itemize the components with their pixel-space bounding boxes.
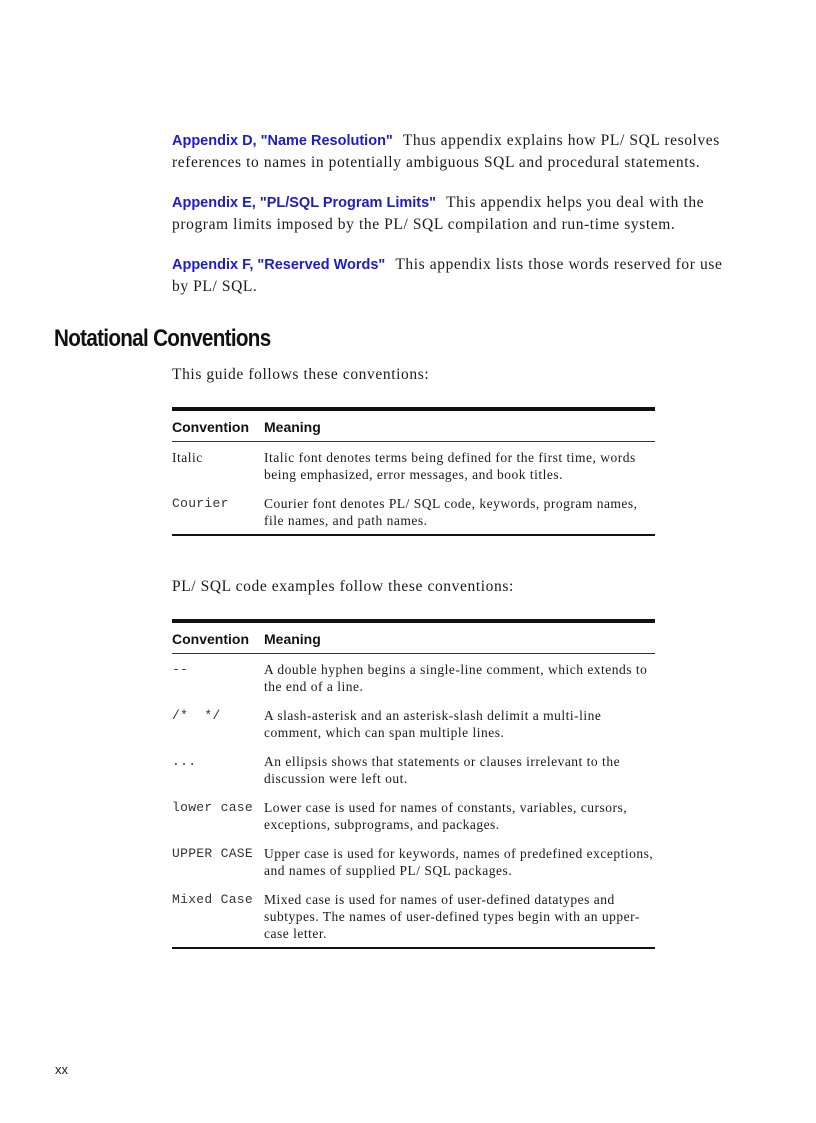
table-header-row <box>172 621 655 654</box>
convention-cell: Mixed Case <box>172 892 254 907</box>
meaning-cell: A slash-asterisk and an asterisk-slash delimit a multi-line comment, which can span multiple lines. <box>264 708 602 740</box>
appendix-d-link[interactable]: Appendix D, "Name Resolution" <box>172 133 393 149</box>
header-convention: Convention <box>172 631 249 647</box>
header-meaning: Meaning <box>264 419 321 435</box>
intro-text-code: PL/ SQL code examples follow these conventions: <box>172 578 514 595</box>
page-number: xx <box>55 1062 68 1077</box>
conventions-table <box>172 407 655 536</box>
meaning-cell: Upper case is used for keywords, names of predefined exceptions, and names of supplied PL/ SQL packages. <box>264 846 654 878</box>
appendix-e-description: This appendix helps you deal with the program limits imposed by the PL/ SQL compilation and run-time system. <box>172 194 705 233</box>
convention-cell: UPPER CASE <box>172 846 254 861</box>
appendix-e-paragraph <box>172 192 728 235</box>
meaning-cell: A double hyphen begins a single-line comment, which extends to the end of a line. <box>264 662 648 694</box>
convention-cell: -- <box>172 662 189 677</box>
table-row <box>172 838 655 884</box>
intro-text: This guide follows these conventions: <box>172 366 430 383</box>
table-row <box>172 700 655 746</box>
meaning-cell: Courier font denotes PL/ SQL code, keywords, program names, file names, and path names. <box>264 496 638 528</box>
table-row <box>172 792 655 838</box>
table-row <box>172 654 655 701</box>
appendix-e-link[interactable]: Appendix E, "PL/SQL Program Limits" <box>172 195 437 211</box>
convention-cell: Courier <box>172 496 229 511</box>
appendix-d-description: Thus appendix explains how PL/ SQL resolves references to names in potentially ambiguous SQL and procedural statements. <box>172 132 720 171</box>
section-title: Notational Conventions <box>54 325 271 352</box>
table-header-row <box>172 409 655 442</box>
convention-cell: /* */ <box>172 708 221 723</box>
meaning-cell: Italic font denotes terms being defined for the first time, words being emphasized, error messages, and book titles. <box>264 450 636 482</box>
header-meaning: Meaning <box>264 631 321 647</box>
table-row <box>172 746 655 792</box>
meaning-cell: An ellipsis shows that statements or clauses irrelevant to the discussion were left out. <box>264 754 621 786</box>
appendix-d-paragraph <box>172 130 728 173</box>
table-row <box>172 442 655 489</box>
convention-cell: Italic <box>172 450 203 465</box>
table-row <box>172 488 655 535</box>
code-conventions-table <box>172 619 655 949</box>
appendix-f-paragraph <box>172 254 728 297</box>
convention-cell: ... <box>172 754 197 769</box>
convention-cell: lower case <box>172 800 254 815</box>
appendix-f-link[interactable]: Appendix F, "Reserved Words" <box>172 257 386 273</box>
appendix-f-description: This appendix lists those words reserved for use by PL/ SQL. <box>172 256 723 295</box>
header-convention: Convention <box>172 419 249 435</box>
meaning-cell: Lower case is used for names of constants, variables, cursors, exceptions, subprograms, and packages. <box>264 800 628 832</box>
table-row <box>172 884 655 948</box>
meaning-cell: Mixed case is used for names of user-defined datatypes and subtypes. The names of user-defined types begin with an upper-case letter. <box>264 892 640 941</box>
